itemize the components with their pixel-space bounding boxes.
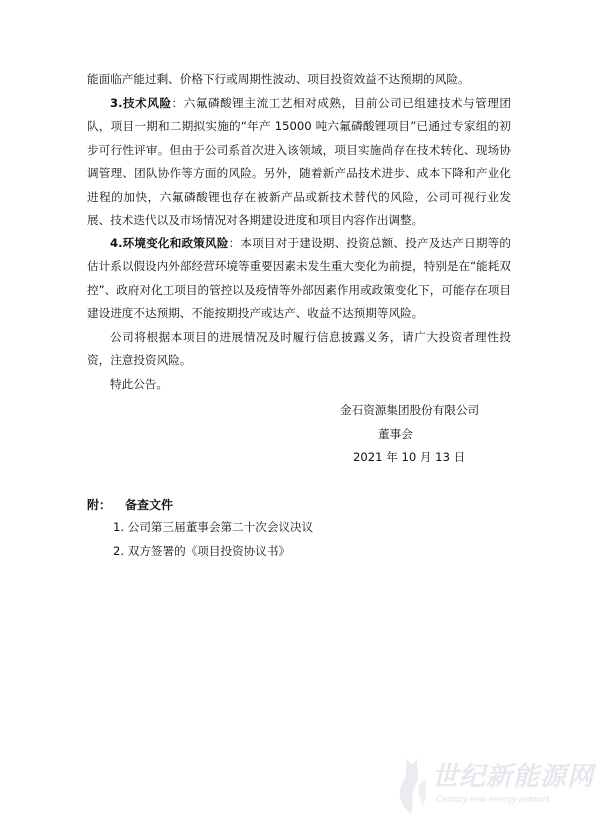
attachments-heading: 备查文件 <box>125 498 174 512</box>
paragraph-disclosure: 公司将根据本项目的进展情况及时履行信息披露义务，请广大投资者理性投资，注意投资风险。 <box>87 330 511 368</box>
attachment-item: 2. 双方签署的《项目投资协议书》 <box>113 544 291 558</box>
policy-risk-text: ：本项目对于建设期、投资总额、投产及达产日期等的估计系以假设内外部经营环境等重要因素未发生重大变化为前提，特别是在“能耗双控”、政府对化工项目的管控以及疫情等外部因素作用或政策变化下，可能存在项目建设进度不达预期、不能按期投产或达产、收益不达预期等风险。 <box>87 236 511 321</box>
flame-logo-icon <box>390 748 438 818</box>
paragraph-market-risk-end: 能面临产能过剩、价格下行或周期性波动、项目投资效益不达预期的风险。 <box>87 72 470 86</box>
technical-risk-label: 3.技术风险 <box>110 96 172 110</box>
attachments-prefix: 附： <box>87 498 112 512</box>
watermark <box>370 748 595 828</box>
signature-date: 2021 年 10 月 13 日 <box>353 450 466 464</box>
policy-risk-label: 4.环境变化和政策风险 <box>110 236 229 250</box>
signature-board: 董事会 <box>378 427 413 441</box>
watermark-english: Century new energy network <box>436 794 551 804</box>
technical-risk-text: ：六氟磷酸锂主流工艺相对成熟，目前公司已组建技术与管理团队，项目一期和二期拟实施的“年产 15000 吨六氟磷酸锂项目”已通过专家组的初步可行性评审。但由于公司系首次进入该领域，项目实施尚存在技术转化、现场协调管理、团队协作等方面的风险。另外，随着新产品技术进步、成本下降和产业化进程的加快，六氟磷酸锂也存在被新产品或新技术替代的风险，公司可视行业发展、技术迭代以及市场情况对各期建设进度和项目内容作出调整。 <box>87 96 511 228</box>
watermark-chinese: 世纪新能源网 <box>432 762 595 792</box>
attachment-item: 1. 公司第三届董事会第二十次会议决议 <box>113 520 314 534</box>
attachments-title <box>87 496 173 513</box>
paragraph-policy-risk <box>87 232 511 326</box>
paragraph-technical-risk <box>87 92 511 232</box>
paragraph-announcement: 特此公告。 <box>110 377 168 391</box>
signature-company: 金石资源集团股份有限公司 <box>340 403 480 417</box>
